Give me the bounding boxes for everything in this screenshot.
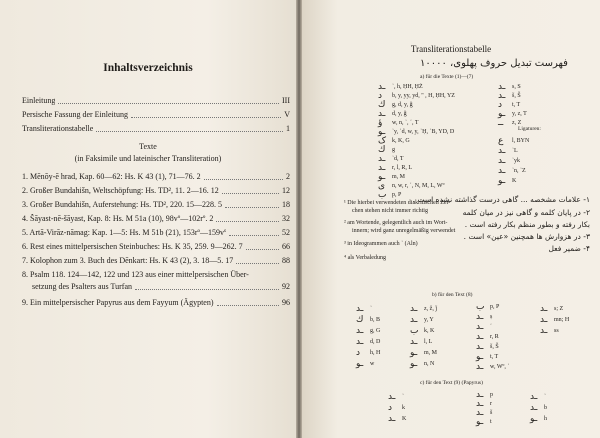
table-a-left-glyph-13: ب — [378, 190, 387, 200]
table-c2-glyph-1: ـد — [476, 390, 484, 400]
table-a-right-value-5: z, Z — [512, 120, 522, 126]
toc-entry-9: 9. Ein mittelpersischer Papyrus aus dem Fayyum (Ägypten) 96 — [22, 298, 290, 307]
persian-note-5: ۴- ضمیر فعل — [548, 244, 590, 253]
toc-entry-7: 7. Kolophon zum 3. Buch des Dēnkart: Hs. K 43 (2), 3. 18—5. 17 88 — [22, 256, 290, 265]
table-b1-glyph-5: د — [356, 348, 361, 358]
table-a-left-glyph-3: ك — [378, 100, 386, 110]
table-c2-glyph-4: ـو — [476, 417, 484, 427]
table-a-left-glyph-4: ـد — [378, 109, 386, 119]
table-a-left-value-5: w, n, ʾ, ʿ, T — [392, 120, 419, 126]
table-c1-glyph-2: د — [388, 403, 393, 413]
table-a-left-glyph-8: ك — [378, 145, 386, 155]
table-b3-value-2: ṣ — [490, 314, 493, 320]
persian-note-3: بکار رفته و بطور منظم بکار رفته است . — [464, 220, 590, 229]
ligature-value-4: ʾn, ʾZ — [512, 168, 526, 174]
toc-entry-2: 2. Großer Bundahišn, Weltschöpfung: Hs. TD², 11. 2—16. 12 12 — [22, 186, 290, 195]
ligature-glyph-3: ـد — [498, 156, 506, 166]
table-b3-glyph-6: ـو — [476, 352, 484, 362]
ligature-value-1: l, BYN — [512, 138, 530, 144]
table-c2-value-4: t — [490, 419, 492, 425]
table-a-left-value-1: ʾ, h, ḤH, ḤŻ — [392, 84, 423, 90]
section-subtitle: (in Faksimile und lateinischer Transliteration) — [74, 154, 222, 163]
table-a-left-value-2: b, y, yy, yd, " , H, ḤH, YZ — [392, 93, 455, 99]
table-c3-glyph-3: ـو — [530, 414, 538, 424]
table-a-left-glyph-2: د — [378, 91, 383, 101]
table-a-left-value-11: m, M — [392, 174, 406, 180]
persian-title: فهرست تبدیل حروف پهلوی، ۱۰۰۰۰ — [420, 58, 568, 69]
table-a-left-glyph-6: ـو — [378, 127, 386, 137]
toc-entry-6: 6. Rest eines mittelpersischen Steinbuches: Hs. K 35, 259. 9—262. 7 66 — [22, 242, 290, 251]
table-a-right-glyph-1: ـد — [498, 82, 506, 92]
table-b2-glyph-2: ـد — [410, 315, 418, 325]
table-a-left-glyph-7: ک — [378, 136, 387, 146]
table-a-left-glyph-9: ـد — [378, 154, 386, 164]
table-c1-value-3: K — [402, 416, 407, 422]
table-a-right-value-3: t, T — [512, 102, 521, 108]
table-b4-glyph-1: ـد — [540, 304, 548, 314]
table-c3-value-2: b — [544, 405, 547, 411]
table-b2-value-5: m, M — [424, 350, 438, 356]
table-b2-glyph-4: ـد — [410, 337, 418, 347]
table-b3-value-6: t, T — [490, 354, 499, 360]
persian-note-4: ۳- در هزوارش ها همچنین «عین» است . — [463, 232, 590, 241]
table-c2-value-1: p — [490, 392, 493, 398]
table-b2-glyph-1: ـد — [410, 304, 418, 314]
table-a-left-value-12: n, w, r, ʿ, N, M, L, Wº — [392, 183, 445, 189]
table-b3-glyph-1: ب — [476, 302, 485, 312]
table-b1-value-6: w — [370, 361, 375, 367]
table-b1-glyph-2: ك — [356, 315, 364, 325]
table-a-left-glyph-11: ـو — [378, 172, 386, 182]
table-b2-glyph-5: ـو — [410, 348, 418, 358]
toc-front-3: Transliterationstabelle 1 — [22, 124, 290, 133]
transliteration-title: Transliterationstabelle — [410, 44, 492, 54]
toc-entry-8-cont: setzung des Psalters aus Turfan 92 — [32, 282, 290, 291]
table-a-left-value-10: r, l, R, L — [392, 165, 413, 171]
table-b1-glyph-3: ـد — [356, 326, 364, 336]
table-a-left-value-8: g — [392, 147, 395, 153]
table-c3-glyph-1: ـد — [530, 392, 538, 402]
section-title: Texte — [139, 142, 157, 151]
subtitle-c: c) für den Text (9) (Papyrus) — [420, 380, 483, 386]
table-c1-value-2: k — [402, 405, 405, 411]
ligature-glyph-2: ـد — [498, 146, 506, 156]
table-a-left-glyph-12: ی — [378, 181, 386, 191]
table-b3-glyph-7: ـد — [476, 362, 484, 372]
table-b3-glyph-2: ـد — [476, 312, 484, 322]
table-a-right-glyph-5: ــ — [498, 118, 504, 128]
table-b3-value-1: p, P — [490, 304, 500, 310]
table-b4-value-1: s; Z — [554, 306, 564, 312]
note-1a: ¹ Die hierbei verwendeten diakritischen Zei- — [344, 200, 451, 206]
table-c2-glyph-2: ـد — [476, 399, 484, 409]
table-a-left-value-6: ʾy, ʾd, w, y, ʾḤ, ʾB, YD, D — [392, 129, 455, 135]
toc-entry-8: 8. Psalm 118. 124—142, 122 und 123 aus einer mittelpersischen Über- — [22, 270, 249, 279]
table-a-left-value-3: g, d, y, ğ — [392, 102, 413, 108]
table-b4-glyph-3: ـد — [540, 326, 548, 336]
table-c1-value-1: ʾ — [402, 394, 404, 400]
table-b1-value-2: b, B — [370, 317, 381, 323]
table-a-left-value-4: d, y, ğ — [392, 111, 407, 117]
table-a-right-value-4: y, z, T — [512, 111, 527, 117]
table-b1-value-1: ʾ — [370, 306, 372, 312]
table-b1-value-3: g, G — [370, 328, 381, 334]
table-c3-glyph-2: ـد — [530, 403, 538, 413]
toc-front-1: Einleitung III — [22, 96, 290, 105]
table-b2-value-6: n, N — [424, 361, 435, 367]
toc-front-2: Persische Fassung der Einleitung V — [22, 110, 290, 119]
table-b3-glyph-4: ـد — [476, 332, 484, 342]
table-b1-value-4: d, D — [370, 339, 381, 345]
table-b4-glyph-2: ـد — [540, 315, 548, 325]
table-b4-value-2: mn; H — [554, 317, 570, 323]
table-a-left-glyph-5: ؤ — [378, 118, 383, 128]
table-b2-glyph-6: ـو — [410, 359, 418, 369]
table-a-right-glyph-2: ـد — [498, 91, 506, 101]
table-b2-glyph-3: ب — [410, 326, 419, 336]
toc-entry-3: 3. Großer Bundahišn, Auferstehung: Hs. TD², 220. 15—228. 5 18 — [22, 200, 290, 209]
ligature-glyph-4: ـد — [498, 166, 506, 176]
table-b3-value-5: š, Š — [490, 344, 499, 350]
table-a-right-glyph-4: ـو — [498, 109, 506, 119]
toc-entry-1: 1. Mēnōy-ē hrad, Kap. 60—62: Hs. K 43 (1), 71—76. 2 2 — [22, 172, 290, 181]
note-2a: ² am Wortende, gelegentlich auch im Wort- — [344, 220, 448, 226]
table-a-left-value-9: ʾd, T — [392, 156, 404, 162]
table-c2-value-3: š — [490, 410, 493, 416]
ligature-glyph-1: ع — [498, 136, 504, 146]
table-b3-value-3: ʿ — [490, 324, 492, 330]
table-c2-glyph-3: ـد — [476, 408, 484, 418]
table-b3-value-7: w, Wº, ʾ — [490, 364, 510, 370]
table-b2-value-3: k, K — [424, 328, 435, 334]
table-b1-glyph-6: ـو — [356, 359, 364, 369]
persian-note-2: ۲- در پایان کلمه و گاهی نیز در میان کلمه — [462, 208, 590, 217]
persian-note-1: ۱- علامات مشخصه ... گاهی درست گذاشته نشده است . — [412, 195, 590, 204]
ligature-glyph-5: ـو — [498, 176, 506, 186]
table-a-right-glyph-3: د — [498, 100, 503, 110]
table-c3-value-1: ʾ — [544, 394, 546, 400]
table-a-left-glyph-10: ـد — [378, 163, 386, 173]
table-b3-glyph-5: ـد — [476, 342, 484, 352]
ligature-value-3: ʾyk — [512, 158, 520, 164]
table-b4-value-3: ss — [554, 328, 559, 334]
table-b3-value-4: r, R — [490, 334, 499, 340]
note-2b: innern; wird ganz unregelmäßig verwendet — [352, 228, 456, 234]
note-3: ³ in Ideogrammen auch ʾ (Aln) — [344, 241, 418, 247]
subtitle-b: b) für den Text (8) — [432, 292, 473, 298]
table-b1-glyph-4: ـد — [356, 337, 364, 347]
table-b1-value-5: h, H — [370, 350, 381, 356]
table-b1-glyph-1: ـد — [356, 304, 364, 314]
table-c2-value-2: r — [490, 401, 492, 407]
toc-title: Inhaltsverzeichnis — [103, 62, 193, 74]
note-4: ⁴ als Verbaledung — [344, 255, 386, 261]
table-a-left-glyph-1: ـد — [378, 82, 386, 92]
table-c3-value-3: h — [544, 416, 547, 422]
table-b3-glyph-3: ـد — [476, 322, 484, 332]
table-c1-glyph-1: ـد — [388, 392, 396, 402]
table-b2-value-4: l, L — [424, 339, 433, 345]
table-b2-value-2: y, Y — [424, 317, 434, 323]
table-c1-glyph-3: ـد — [388, 414, 396, 424]
note-1b: chen stehen nicht immer richtig — [352, 208, 428, 214]
table-a-right-value-1: s, S — [512, 84, 521, 90]
subtitle-a: a) für die Texte (1)—(7) — [420, 74, 474, 80]
toc-entry-4: 4. Šāyast-nē-šāyast, Kap. 8: Hs. M 51a (10), 98vº—102rº. 2 32 — [22, 214, 290, 223]
table-a-left-value-7: k, K, G — [392, 138, 410, 144]
table-a-right-value-2: š, Š — [512, 93, 521, 99]
table-a-left-value-13: p, P — [392, 192, 402, 198]
ligature-value-2: ʾL — [512, 148, 518, 154]
ligature-value-5: K — [512, 178, 517, 184]
ligatures-label: Ligaturen: — [518, 126, 541, 132]
table-b2-value-1: z, ž, ǰ — [424, 306, 437, 312]
toc-entry-5: 5. Artā-Virāz-nāmag: Kap. 1—5: Hs. M 51b (21), 153rº—159vº 52 — [22, 228, 290, 237]
